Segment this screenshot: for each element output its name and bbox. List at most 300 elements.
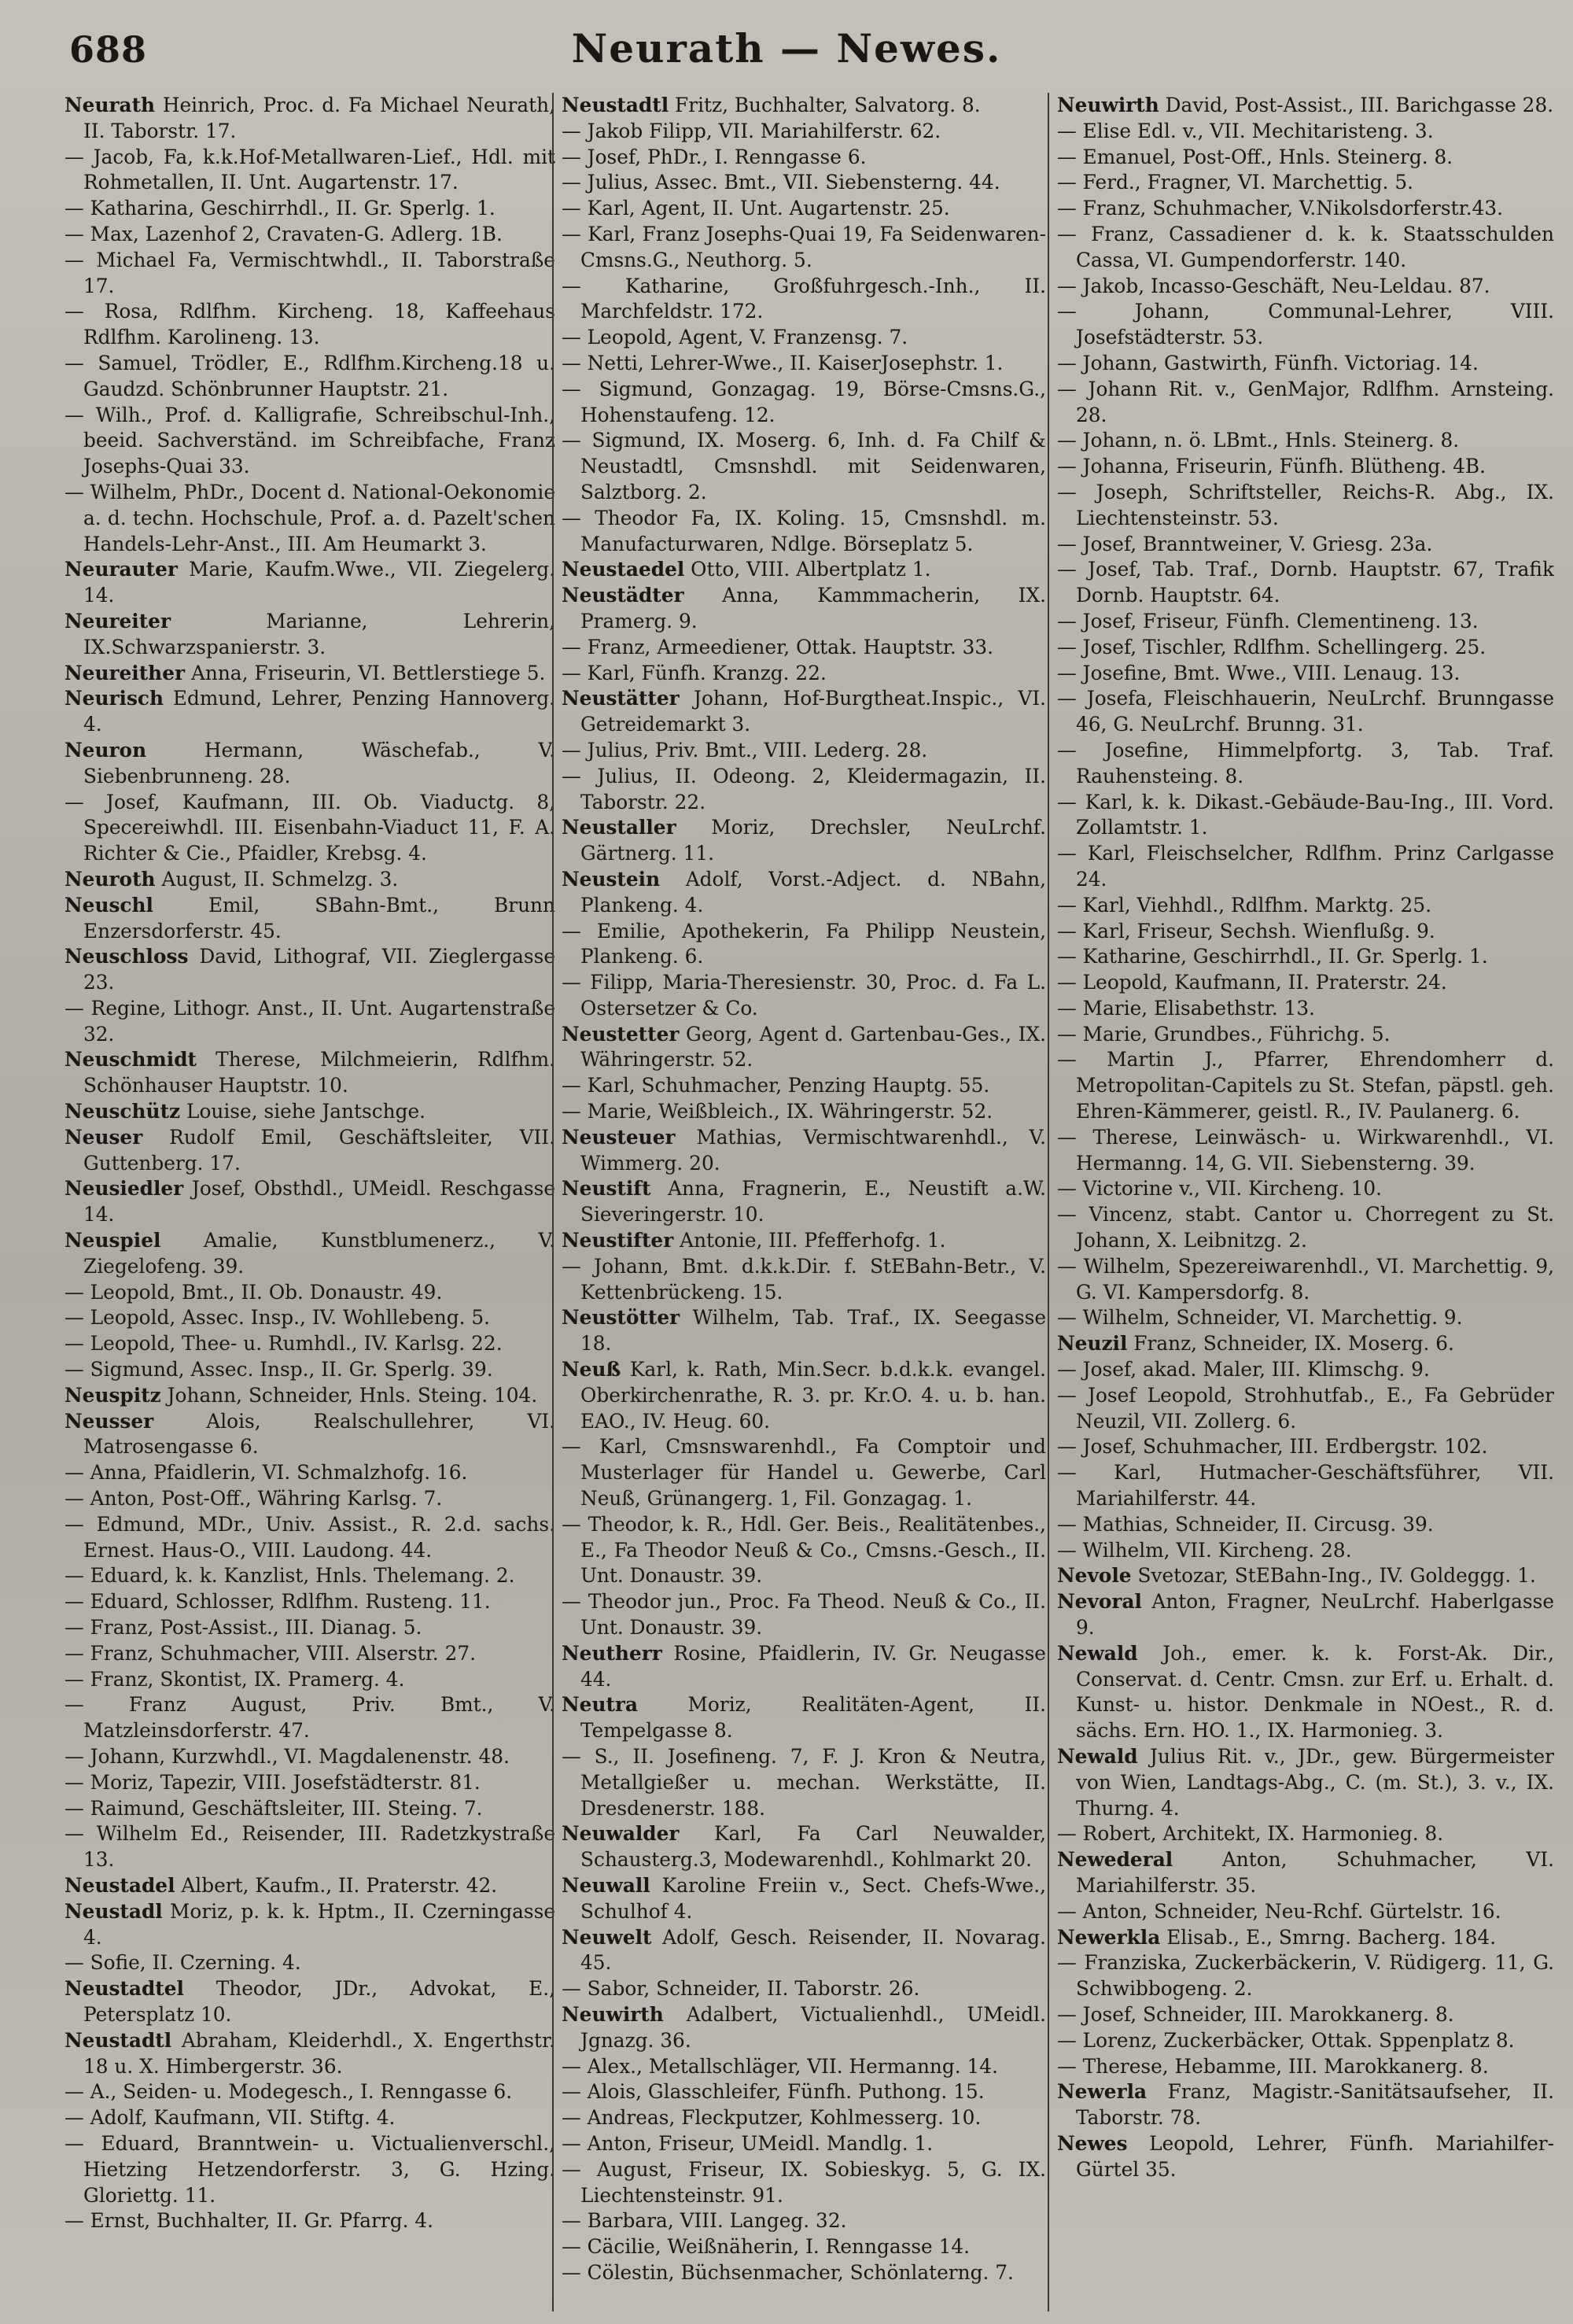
directory-entry [1057,428,1554,454]
directory-entry [1057,1899,1554,1925]
entry-details: — Franz August, Priv. Bmt., V. Matzleinsdorferstr. 47. [64,1693,555,1743]
entry-details: — Alex., Metallschläger, VII. Hermanng. 14. [562,2054,998,2078]
directory-entry [1057,1744,1554,1821]
entry-surname: Neurisch [64,687,164,710]
entry-details: Mathias, Vermischtwarenhdl., V. Wimmerg. 20. [580,1125,1046,1175]
directory-entry [1057,1641,1554,1744]
directory-entry [562,325,1046,351]
directory-entry [64,1409,555,1461]
entry-surname: Neuschmidt [64,1048,197,1072]
entry-details: Adolf, Vorst.-Adject. d. NBahn, Plankeng. 4. [580,867,1046,917]
entry-surname: Neutherr [562,1641,662,1665]
entry-details: — Karl, Schuhmacher, Penzing Hauptg. 55. [562,1074,990,1097]
entry-details: — Mathias, Schneider, II. Circusg. 39. [1057,1512,1434,1536]
entry-details: — Marie, Weißbleich., IX. Währingerstr. 52. [562,1100,993,1123]
entry-details: — Katharina, Geschirrhdl., II. Gr. Sperlg. 1. [64,197,495,220]
directory-entry [1057,170,1554,196]
directory-entry [64,1280,555,1306]
column-2 [552,93,1046,2311]
directory-entry [64,790,555,867]
entry-details: — Moriz, Tapezir, VIII. Josefstädterstr. 81. [64,1770,481,1794]
directory-entry [562,170,1046,196]
entry-details: Anna, Kammmacherin, IX. Pramerg. 9. [580,584,1046,633]
entry-details: — Lorenz, Zuckerbäcker, Ottak. Sppenplatz 8. [1057,2028,1515,2052]
entry-surname: Neuschloss [64,945,189,968]
entry-details: — Josef Leopold, Strohhutfab., E., Fa Gebrüder Neuzil, VII. Zollerg. 6. [1057,1383,1554,1433]
entry-details: Otto, VIII. Albertplatz 1. [684,558,931,581]
entry-surname: Newald [1057,1745,1138,1768]
directory-entry [1057,609,1554,635]
entry-details: — S., II. Josefineng. 7, F. J. Kron & Neutra, Metallgießer u. mechan. Werkstätte, II. Dresdenerstr. 188. [562,1745,1046,1820]
entry-details: — Karl, Agent, II. Unt. Augartenstr. 25. [562,197,950,220]
entry-surname: Neuschl [64,893,153,917]
directory-entry [1057,1331,1554,1357]
entry-details: Adalbert, Victualienhdl., UMeidl. Jgnazg. 36. [580,2002,1046,2052]
directory-entry [562,970,1046,1022]
entry-surname: Neuschütz [64,1100,181,1123]
directory-entry [64,1228,555,1280]
entry-surname: Neutra [562,1693,639,1717]
directory-entry [562,428,1046,505]
entry-details: — Marie, Grundbes., Führichg. 5. [1057,1022,1391,1046]
entry-surname: Newerla [1057,2080,1148,2104]
directory-entry [1057,145,1554,171]
entry-details: — Wilhelm, Schneider, VI. Marchettig. 9. [1057,1306,1463,1330]
entry-surname: Neureiter [64,609,171,633]
entry-details: — Leopold, Kaufmann, II. Praterstr. 24. [1057,971,1447,994]
entry-details: — Karl, Viehhdl., Rdlfhm. Marktg. 25. [1057,893,1431,917]
directory-entry [64,557,555,609]
entry-details: — Franz, Schuhmacher, VIII. Alserstr. 27. [64,1641,476,1665]
entry-surname: Neustifter [562,1229,674,1252]
entry-details: Anton, Schuhmacher, VI. Mariahilferstr. 35. [1076,1848,1554,1897]
directory-entry [562,1022,1046,1074]
directory-entry [64,1383,555,1409]
entry-details: — Marie, Elisabethstr. 13. [1057,996,1316,1020]
entry-details: — Josef, akad. Maler, III. Klimschg. 9. [1057,1358,1430,1381]
directory-entry [562,2079,1046,2105]
entry-surname: Neuwirth [1057,94,1159,116]
directory-entry [1057,377,1554,429]
entry-details: — Josef, Schneider, III. Marokkanerg. 8. [1057,2002,1454,2026]
directory-entry [1057,1022,1554,1048]
directory-entry [64,403,555,480]
entry-details: Julius Rit. v., JDr., gew. Bürgermeister von Wien, Landtags-Abg., C. (m. St.), 3. v., IX. Thurng. 4. [1076,1745,1554,1820]
entry-details: — Anton, Friseur, UMeidl. Mandlg. 1. [562,2131,934,2155]
directory-entry [64,867,555,893]
directory-entry [64,196,555,222]
entry-details: — Joseph, Schriftsteller, Reichs-R. Abg., IX. Liechtensteinstr. 53. [1057,480,1554,529]
directory-entry [1057,196,1554,222]
entry-details: — Johanna, Friseurin, Fünfh. Blütheng. 4B. [1057,455,1486,478]
entry-surname: Newes [1057,2131,1128,2155]
entry-surname: Neuron [64,738,147,762]
entry-surname: Neureither [64,661,186,684]
directory-entry [1057,919,1554,945]
directory-entry [64,1744,555,1770]
entry-details: — Johann, Gastwirth, Fünfh. Victoriag. 14. [1057,351,1479,374]
directory-entry [1057,1563,1554,1589]
directory-entry [64,686,555,738]
entry-surname: Neustadel [64,1873,175,1897]
page-header [47,24,1526,71]
entry-details: — Rosa, Rdlfhm. Kircheng. 18, Kaffeehaus Rdlfhm. Karolineng. 13. [64,300,555,349]
entry-details: — Leopold, Thee- u. Rumhdl., IV. Karlsg. 22. [64,1332,503,1356]
entry-details: — Victorine v., VII. Kircheng. 10. [1057,1177,1383,1201]
directory-entry [1057,996,1554,1022]
directory-entry [1057,1925,1554,1951]
directory-entry [562,1176,1046,1228]
column-1 [64,93,555,2311]
entry-surname: Neuwall [562,1873,650,1897]
directory-entry [64,1512,555,1564]
directory-entry [562,377,1046,429]
entry-details: — Leopold, Agent, V. Franzensg. 7. [562,326,908,349]
entry-surname: Neustadtl [562,94,669,116]
entry-details: Theodor, JDr., Advokat, E., Petersplatz 10. [83,1977,555,2026]
entry-details: — Wilhelm, VII. Kircheng. 28. [1057,1538,1352,1562]
entry-details: — Sofie, II. Czerning. 4. [64,1951,301,1975]
entry-details: Josef, Obsthdl., UMeidl. Reschgasse 14. [83,1177,555,1227]
entry-details: — Franz, Post-Assist., III. Dianag. 5. [64,1616,422,1640]
entry-details: — Franz, Skontist, IX. Pramerg. 4. [64,1667,405,1691]
entry-details: — Karl, Fünfh. Kranzg. 22. [562,661,827,684]
entry-details: Emil, SBahn-Bmt., Brunn Enzersdorferstr. 45. [83,893,555,943]
directory-entry [562,196,1046,222]
entry-details: — Sigmund, Assec. Insp., II. Gr. Sperlg. 39. [64,1358,493,1381]
entry-details: Albert, Kaufm., II. Praterstr. 42. [175,1873,498,1897]
entry-details: — Karl, Cmsnswarenhdl., Fa Comptoir und Musterlager für Handel u. Gewerbe, Carl Neuß, Grünangerg. 1, Fil. Gonzagag. 1. [562,1435,1046,1511]
directory-entry [562,1254,1046,1306]
entry-details: — Josef, Tischler, Rdlfhm. Schellingerg. 25. [1057,635,1486,658]
directory-entry [64,145,555,197]
entry-details: Louise, siehe Jantschge. [180,1100,425,1123]
directory-entry [562,2131,1046,2157]
directory-entry [562,2157,1046,2209]
entry-details: — A., Seiden- u. Modegesch., I. Renngasse 6. [64,2080,513,2104]
directory-entry [1057,635,1554,661]
directory-entry [1057,790,1554,842]
entry-details: Johann, Schneider, Hnls. Steing. 104. [160,1383,538,1407]
entry-details: — Josef, Friseur, Fünfh. Clementineng. 13. [1057,609,1479,633]
entry-surname: Neusser [64,1409,154,1433]
entry-details: — Johann, Communal-Lehrer, VIII. Josefstädterstr. 53. [1057,300,1554,349]
directory-entry [562,2054,1046,2080]
directory-entry [64,248,555,300]
entry-surname: Neustaedel [562,558,685,581]
entry-surname: Neuspitz [64,1383,161,1407]
entry-details: — Leopold, Bmt., II. Ob. Donaustr. 49. [64,1280,443,1304]
entry-details: — Johann, n. ö. LBmt., Hnls. Steinerg. 8. [1057,429,1460,452]
directory-entry [1057,738,1554,790]
entry-details: — Emilie, Apothekerin, Fa Philipp Neustein, Plankeng. 6. [562,919,1046,968]
directory-entry [64,944,555,996]
entry-details: — Cölestin, Büchsenmacher, Schönlaterng. 7. [562,2260,1014,2284]
entry-details: — Julius, II. Odeong. 2, Kleidermagazin, II. Taborstr. 22. [562,764,1046,813]
entry-details: Rosine, Pfaidlerin, IV. Gr. Neugasse 44. [580,1641,1046,1691]
entry-details: — Johann Rit. v., GenMajor, Rdlfhm. Arnsteing. 28. [1057,377,1554,426]
entry-details: — Max, Lazenhof 2, Cravaten-G. Adlerg. 1B. [64,222,503,245]
directory-entry [64,1950,555,1976]
entry-details: Moriz, Drechsler, NeuLrchf. Gärtnerg. 11. [580,816,1046,865]
directory-entry [562,145,1046,171]
directory-entry [1057,686,1554,738]
directory-entry [64,609,555,661]
directory-entry [562,2208,1046,2234]
directory-entry [1057,1538,1554,1564]
entry-details: — Ernst, Buchhalter, II. Gr. Pfarrg. 4. [64,2209,434,2233]
entry-details: Karoline Freiin v., Sect. Chefs-Wwe., Schulhof 4. [580,1873,1046,1923]
column-3 [1048,93,1554,2311]
directory-entry [1057,274,1554,300]
entry-details: Svetozar, StEBahn-Ing., IV. Goldeggg. 1. [1131,1564,1536,1588]
directory-entry [64,893,555,945]
entry-details: — Josef, PhDr., I. Renngasse 6. [562,145,867,168]
entry-surname: Neuspiel [64,1229,161,1252]
entry-details: — Raimund, Geschäftsleiter, III. Steing. 7. [64,1796,483,1820]
directory-entry [562,1873,1046,1925]
directory-entry [64,1305,555,1331]
directory-entry [64,1176,555,1228]
entry-details: — Josef, Kaufmann, III. Ob. Viaductg. 8, Specereiwhdl. III. Eisenbahn-Viaduct 11, F. A. Richter & Cie., Pfaidler, Krebsg. 4. [64,790,555,865]
entry-details: Amalie, Kunstblumenerz., V. Ziegelofeng. 39. [83,1229,555,1278]
entry-surname: Neustadl [64,1899,163,1923]
entry-details: Karl, Fa Carl Neuwalder, Schausterg.3, Modewarenhdl., Kohlmarkt 20. [580,1822,1046,1872]
entry-surname: Neuzil [1057,1332,1128,1356]
directory-entry [1057,1357,1554,1383]
directory-entry [1057,2028,1554,2054]
entry-details: — Michael Fa, Vermischtwhdl., II. Taborstraße 17. [64,248,555,297]
directory-entry [64,1486,555,1512]
entry-details: — Franz, Armeediener, Ottak. Hauptstr. 33. [562,635,994,658]
entry-details: Franz, Schneider, IX. Moserg. 6. [1127,1332,1454,1356]
entry-details: — Therese, Hebamme, III. Marokkanerg. 8. [1057,2054,1489,2078]
entry-details: Anna, Fragnerin, E., Neustift a.W. Sieveringerstr. 10. [580,1177,1046,1227]
directory-entry [1057,1512,1554,1538]
entry-details: — Karl, Fleischselcher, Rdlfhm. Prinz Carlgasse 24. [1057,842,1554,891]
directory-entry [64,996,555,1048]
directory-entry [562,93,1046,119]
directory-entry [1057,351,1554,377]
directory-entry [1057,1125,1554,1177]
directory-entry [562,2234,1046,2260]
directory-columns [64,93,1568,2311]
directory-entry [1057,1254,1554,1306]
entry-details: — August, Friseur, IX. Sobieskyg. 5, G. IX. Liechtensteinstr. 91. [562,2157,1046,2207]
directory-entry [562,1589,1046,1641]
entry-details: — Karl, Franz Josephs-Quai 19, Fa Seidenwaren-Cmsns.G., Neuthorg. 5. [562,222,1046,271]
entry-surname: Nevole [1057,1564,1132,1588]
entry-surname: Neustetter [562,1022,680,1046]
directory-entry [64,1873,555,1899]
entry-details: Antonie, III. Pfefferhofg. 1. [673,1229,946,1252]
directory-entry [562,686,1046,738]
entry-details: — Josefine, Himmelpfortg. 3, Tab. Traf. Rauhensteing. 8. [1057,738,1554,788]
directory-entry [1057,1460,1554,1512]
entry-surname: Newederal [1057,1848,1173,1872]
entry-details: Elisab., E., Smrng. Bacherg. 184. [1160,1925,1497,1949]
directory-entry [1057,1047,1554,1124]
entry-details: Johann, Hof-Burgtheat.Inspic., VI. Getreidemarkt 3. [580,687,1046,736]
entry-surname: Neurauter [64,558,178,581]
entry-details: — Jakob Filipp, VII. Mariahilferstr. 62. [562,119,941,142]
directory-entry [562,919,1046,971]
entry-details: Moriz, Realitäten-Agent, II. Tempelgasse 8. [580,1693,1046,1743]
entry-surname: Neuser [64,1125,143,1149]
entry-details: — Eduard, Branntwein- u. Victualienverschl., Hietzing Hetzendorferstr. 3, G. Hzing. Gloriettg. 11. [64,2131,555,2207]
entry-details: — Anna, Pfaidlerin, VI. Schmalzhofg. 16. [64,1461,468,1485]
entry-details: — Franz, Cassadiener d. k. k. Staatsschulden Cassa, VI. Gumpendorferstr. 140. [1057,222,1554,271]
entry-details: — Wilhelm, Spezereiwarenhdl., VI. Marchettig. 9, G. VI. Kampersdorfg. 8. [1057,1254,1554,1304]
entry-details: Fritz, Buchhalter, Salvatorg. 8. [669,94,981,116]
entry-details: Anna, Friseurin, VI. Bettlerstiege 5. [185,661,546,684]
entry-details: — Jacob, Fa, k.k.Hof-Metallwaren-Lief., Hdl. mit Rohmetallen, II. Unt. Augartenstr. 17. [64,145,555,194]
directory-entry [1057,893,1554,919]
entry-details: — Johann, Bmt. d.k.k.Dir. f. StEBahn-Betr., V. Kettenbrückeng. 15. [562,1254,1046,1304]
entry-details: — Eduard, Schlosser, Rdlfhm. Rusteng. 11. [64,1590,491,1614]
entry-details: Therese, Milchmeierin, Rdlfhm. Schönhauser Hauptstr. 10. [83,1048,555,1097]
directory-entry [562,119,1046,145]
directory-entry [64,2028,555,2080]
entry-details: Anton, Fragner, NeuLrchf. Haberlgasse 9. [1076,1590,1554,1640]
entry-details: Marianne, Lehrerin, IX.Schwarzspanierstr. 3. [83,609,555,658]
directory-entry [1057,222,1554,274]
directory-entry [562,1099,1046,1125]
entry-surname: Neuß [562,1358,621,1381]
entry-details: David, Lithograf, VII. Zieglergasse 23. [83,945,555,994]
directory-entry [1057,841,1554,893]
directory-entry [64,1460,555,1486]
directory-entry [562,1305,1046,1357]
entry-details: Heinrich, Proc. d. Fa Michael Neurath, II. Taborstr. 17. [83,94,555,142]
directory-entry [64,1357,555,1383]
directory-entry [64,2079,555,2105]
directory-entry [1057,1821,1554,1847]
directory-entry [1057,2054,1554,2080]
entry-details: — Josef, Schuhmacher, III. Erdbergstr. 102. [1057,1435,1488,1459]
directory-entry [562,506,1046,558]
entry-surname: Neustaller [562,816,676,839]
directory-entry [1057,1589,1554,1641]
directory-entry [64,1770,555,1796]
entry-details: — Franziska, Zuckerbäckerin, V. Rüdigerg. 11, G. Schwibbogeng. 2. [1057,1951,1554,2001]
directory-entry [1057,1434,1554,1460]
directory-entry [64,2208,555,2234]
entry-details: — Filipp, Maria-Theresienstr. 30, Proc. d. Fa L. Ostersetzer & Co. [562,971,1046,1020]
directory-entry [1057,2131,1554,2183]
entry-surname: Neustötter [562,1306,680,1330]
entry-surname: Neuroth [64,867,156,891]
directory-entry [562,1125,1046,1177]
entry-surname: Neustein [562,867,661,891]
directory-entry [64,1563,555,1589]
entry-details: — Josefine, Bmt. Wwe., VIII. Lenaug. 13. [1057,661,1461,684]
entry-surname: Neusteuer [562,1125,676,1149]
entry-details: — Wilhelm, PhDr., Docent d. National-Oekonomie a. d. techn. Hochschule, Prof. a. d. Pazelt'schen Handels-Lehr-Anst., III. Am Heumarkt 3. [64,480,555,555]
directory-entry [562,351,1046,377]
entry-details: — Wilhelm Ed., Reisender, III. Radetzkystraße 13. [64,1822,555,1872]
directory-entry [562,2105,1046,2131]
entry-details: — Josefa, Fleischhauerin, NeuLrchf. Brunngasse 46, G. NeuLrchf. Brunng. 31. [1057,687,1554,736]
directory-entry [562,2002,1046,2054]
directory-entry [562,635,1046,661]
directory-entry [1057,2002,1554,2028]
directory-entry [562,1228,1046,1254]
entry-details: Karl, k. Rath, Min.Secr. b.d.k.k. evangel. Oberkirchenrathe, R. 3. pr. Kr.O. 4. u. b. han. EAO., IV. Heug. 60. [580,1358,1046,1433]
entry-details: — Theodor jun., Proc. Fa Theod. Neuß & Co., II. Unt. Donaustr. 39. [562,1590,1046,1640]
directory-entry [1057,944,1554,970]
directory-entry [562,1434,1046,1511]
directory-entry [64,1099,555,1125]
directory-entry [562,583,1046,635]
entry-details: — Ferd., Fragner, VI. Marchettig. 5. [1057,171,1414,194]
directory-entry [1057,970,1554,996]
entry-details: Adolf, Gesch. Reisender, II. Novarag. 45. [580,1925,1046,1975]
directory-entry [64,351,555,403]
directory-entry [64,2105,555,2131]
directory-entry [562,661,1046,687]
entry-details: August, II. Schmelzg. 3. [155,867,399,891]
directory-entry [64,1692,555,1744]
entry-details: — Julius, Assec. Bmt., VII. Siebensterng. 44. [562,171,1000,194]
entry-details: — Karl, Hutmacher-Geschäftsführer, VII. Mariahilferstr. 44. [1057,1461,1554,1511]
directory-entry [562,222,1046,274]
entry-surname: Neuwalder [562,1822,680,1846]
directory-entry [1057,1950,1554,2002]
directory-entry [64,299,555,351]
directory-entry [1057,119,1554,145]
directory-entry [562,1692,1046,1744]
directory-entry [64,480,555,557]
entry-details: — Josef, Tab. Traf., Dornb. Hauptstr. 67, Trafik Dornb. Hauptstr. 64. [1057,558,1554,607]
entry-surname: Neuwirth [562,2002,664,2026]
entry-details: — Katharine, Geschirrhdl., II. Gr. Sperlg. 1. [1057,945,1488,968]
directory-entry [64,1641,555,1667]
entry-details: — Julius, Priv. Bmt., VIII. Lederg. 28. [562,738,928,762]
entry-details: — Theodor, k. R., Hdl. Ger. Beis., Realitätenbes., E., Fa Theodor Neuß & Co., Cmsns.-Gesch., II. Unt. Donaustr. 39. [562,1512,1046,1588]
directory-entry [64,1667,555,1693]
entry-details: — Karl, Friseur, Sechsh. Wienflußg. 9. [1057,919,1435,943]
entry-details: — Vincenz, stabt. Cantor u. Chorregent zu St. Johann, X. Leibnitzg. 2. [1057,1203,1554,1252]
entry-surname: Neusiedler [64,1177,184,1201]
directory-entry [562,2260,1046,2286]
page-number: 688 [69,28,148,71]
entry-surname: Newald [1057,1641,1138,1665]
entry-details: — Anton, Post-Off., Währing Karlsg. 7. [64,1487,443,1511]
directory-entry [64,738,555,790]
entry-details: — Theodor Fa, IX. Koling. 15, Cmsnshdl. m. Manufacturwaren, Ndlge. Börseplatz 5. [562,506,1046,555]
directory-entry [562,557,1046,583]
entry-details: — Jakob, Incasso-Geschäft, Neu-Leldau. 87. [1057,274,1490,297]
entry-surname: Neustätter [562,687,680,710]
directory-entry [1057,480,1554,532]
entry-details: — Johann, Kurzwhdl., VI. Magdalenenstr. 48. [64,1745,510,1768]
directory-entry [64,1047,555,1099]
entry-details: Franz, Magistr.-Sanitätsaufseher, II. Taborstr. 78. [1076,2080,1554,2130]
entry-details: — Alois, Glasschleifer, Fünfh. Puthong. 15. [562,2080,985,2104]
entry-details: David, Post-Assist., III. Barichgasse 28. [1159,94,1554,116]
directory-entry [1057,532,1554,558]
running-title: Neurath — Newes. [571,25,1002,72]
entry-details: — Barbara, VIII. Langeg. 32. [562,2209,847,2233]
directory-entry [64,1821,555,1873]
entry-surname: Neustadtel [64,1977,184,2001]
directory-entry [562,1357,1046,1434]
entry-details: Leopold, Lehrer, Fünfh. Mariahilfer-Gürtel 35. [1076,2131,1554,2181]
directory-entry [562,1821,1046,1873]
directory-entry [1057,1202,1554,1254]
directory-entry [1057,557,1554,609]
